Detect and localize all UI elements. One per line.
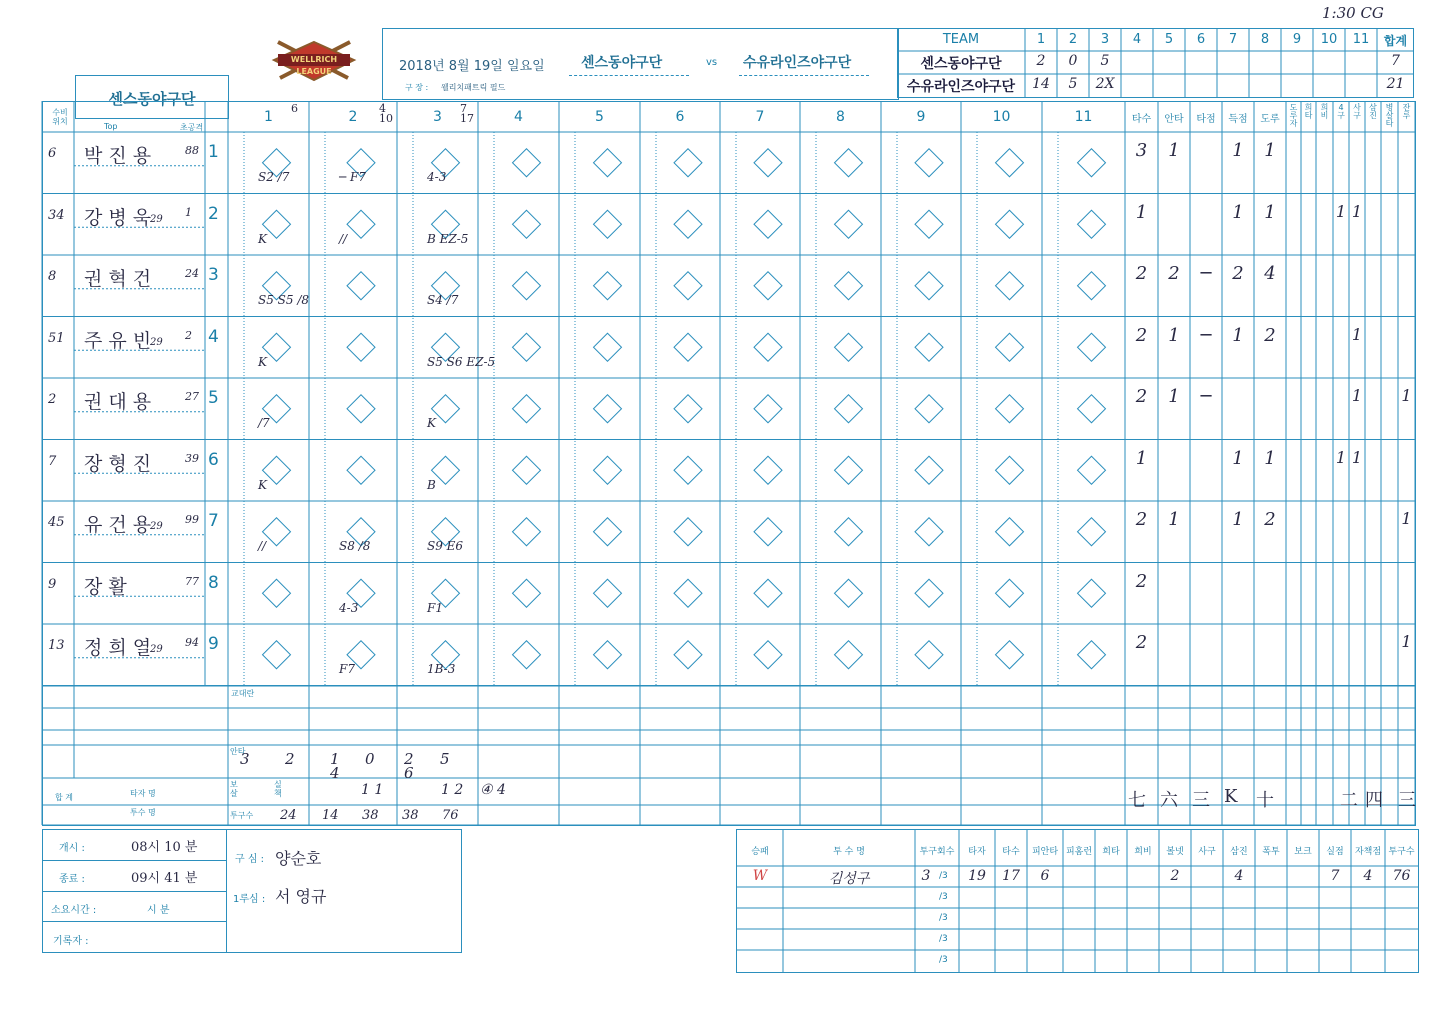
pitching-outs: /3 — [939, 913, 948, 923]
pitching-cell: W — [752, 868, 768, 884]
inning-hits: 0 — [365, 750, 375, 768]
player-name: 주 유 빈 — [84, 329, 152, 352]
ump-label: 구 심 : — [235, 854, 265, 865]
stat-total: 三 — [1398, 790, 1416, 811]
batting-order: 7 — [208, 511, 219, 531]
stat-total: 二 — [1340, 790, 1358, 811]
duration-label: 소요시간 : — [51, 905, 97, 916]
extra-stat-header: 희 타 — [1304, 103, 1313, 120]
inning-header-11: 11 — [1074, 109, 1093, 125]
player-extra-stat: 1 — [1335, 201, 1347, 221]
stat-total: 十 — [1256, 790, 1274, 811]
error-label: 보 살 — [230, 780, 238, 798]
play-note: K — [427, 416, 436, 430]
corner-note: 1:30 CG — [1322, 4, 1384, 22]
duration-value: 시 분 — [147, 905, 170, 916]
pitching-outs: /3 — [939, 871, 948, 881]
back-header: 초공격 — [180, 123, 204, 132]
game-date: 2018년 8월 19일 일요일 — [399, 59, 545, 74]
pitching-cell: 4 — [1363, 868, 1373, 884]
player-age: 29 — [150, 644, 163, 655]
player-stat: 2 — [1135, 324, 1148, 346]
batting-order: 6 — [208, 449, 219, 470]
player-age: 29 — [150, 213, 163, 225]
pitching-header: 피홈런 — [1065, 847, 1093, 857]
player-pos: 2 — [48, 392, 57, 407]
player-number: 2 — [185, 328, 192, 342]
pitching-header: 폭투 — [1262, 847, 1280, 857]
inning-hits: 3 — [240, 750, 250, 768]
batting-order: 8 — [208, 572, 219, 593]
inning-header-7: 7 — [755, 109, 765, 125]
player-number: 88 — [185, 144, 199, 157]
lineup-team-name: 센스동야구단 — [108, 90, 196, 108]
pitching-cell: 17 — [1002, 868, 1020, 884]
inning-header-2: 2 — [348, 109, 358, 125]
player-stat: 2 — [1264, 509, 1276, 530]
player-stat: 1 — [1264, 201, 1276, 223]
stat-total: 六 — [1160, 790, 1178, 811]
batting-order: 1 — [208, 142, 219, 162]
player-extra-stat: 1 — [1351, 447, 1363, 467]
player-extra-stat: 1 — [1401, 386, 1412, 405]
stat-total: 三 — [1192, 790, 1210, 811]
player-extra-stat: 1 — [1351, 201, 1363, 221]
scoreboard-inning-8: 8 — [1260, 32, 1270, 47]
player-stat: 1 — [1264, 140, 1276, 161]
scoreboard-score: 2X — [1095, 76, 1115, 92]
inning-mark: 4 10 — [379, 102, 393, 125]
pitching-header: 타수 — [1002, 847, 1020, 857]
player-pos: 9 — [48, 576, 57, 592]
player-stat: 1 — [1232, 324, 1244, 346]
stat-total: K — [1224, 786, 1238, 807]
team-header: TEAM — [942, 32, 980, 47]
pitching-cell: 3 — [921, 868, 931, 884]
player-pos: 51 — [48, 330, 65, 346]
inning-pitches: 76 — [442, 808, 459, 823]
extra-stat-header: 희 비 — [1320, 103, 1329, 120]
inning-hits: 2 6 — [404, 750, 414, 782]
player-stat: 2 — [1168, 263, 1180, 284]
player-name: 박 진 용 — [84, 145, 152, 167]
play-note: 4-3 — [339, 600, 359, 615]
player-stat: 1 — [1135, 447, 1148, 469]
play-note: ─ F7 — [339, 170, 366, 184]
venue-name: 웰리치패트릭 필드 — [441, 83, 506, 92]
player-name: 권 대 용 — [84, 391, 152, 413]
pitching-header: 타자 — [968, 847, 986, 857]
extra-stat-header: 잔 루 — [1402, 103, 1411, 120]
home-total: 7 — [1391, 53, 1400, 69]
player-number: 27 — [185, 390, 199, 403]
vs-label: vs — [706, 57, 718, 68]
pitch-label: 투구수 — [230, 811, 254, 820]
play-note: F1 — [427, 600, 443, 615]
totals-pitcher-label: 투수 명 — [130, 808, 156, 817]
scorer-label: 기록자 : — [53, 936, 89, 947]
pos-header: 수비 위치 — [52, 108, 68, 126]
inning-header-8: 8 — [836, 109, 845, 125]
scoreboard-inning-2: 2 — [1068, 32, 1078, 47]
player-extra-stat: 1 — [1335, 447, 1347, 467]
player-extra-stat: 1 — [1351, 324, 1363, 344]
pitching-header: 자책점 — [1354, 847, 1382, 857]
player-stat: 2 — [1232, 263, 1244, 284]
play-note: K — [258, 231, 267, 246]
player-number: 24 — [185, 267, 199, 280]
extra-stat-header: 사 구 — [1353, 103, 1361, 120]
player-extra-stat: 1 — [1401, 632, 1412, 651]
play-note: 4-3 — [427, 170, 447, 184]
player-extra-stat: 1 — [1401, 509, 1412, 528]
play-note: /7 — [258, 416, 270, 430]
away-team-name: 수유라인즈야구단 — [743, 55, 852, 71]
player-name: 유 건 용 — [84, 514, 152, 536]
extra-stat-header: 4 구 — [1337, 103, 1345, 120]
sub-label: 교대란 — [231, 689, 255, 698]
player-stat: 4 — [1264, 263, 1276, 284]
end-label: 종료 : — [59, 874, 85, 885]
inning-header-5: 5 — [595, 109, 604, 125]
pitching-header: 볼넷 — [1166, 847, 1184, 857]
play-note: F7 — [339, 662, 355, 676]
stat-header: 도루 — [1260, 114, 1280, 125]
player-stat: ─ — [1200, 324, 1212, 346]
player-pos: 34 — [48, 207, 65, 223]
player-stat: ─ — [1200, 263, 1212, 284]
play-note: S5 S6 EZ-5 — [427, 354, 496, 369]
pitching-outs: /3 — [939, 955, 948, 965]
stat-header: 득점 — [1228, 114, 1248, 125]
inning-pitches: 38 — [362, 808, 379, 823]
inning-header-3: 3 — [433, 109, 442, 125]
scoreboard-inning-7: 7 — [1228, 32, 1238, 47]
inning-mark: 7 17 — [460, 102, 474, 125]
inning-mark: 6 — [291, 102, 298, 115]
hits-label: 안타 — [230, 747, 246, 756]
player-stat: 1 — [1168, 509, 1180, 530]
pitching-cell: 4 — [1234, 868, 1244, 884]
pitching-outs: /3 — [939, 934, 948, 944]
play-note: S8 /8 — [339, 539, 371, 553]
first-base-ump-name: 서 영규 — [275, 887, 327, 906]
player-pos: 8 — [48, 269, 57, 284]
inning-errors: ④ 4 — [480, 782, 506, 798]
play-note: S9 E6 — [427, 539, 464, 553]
player-extra-stat: 1 — [1351, 386, 1363, 405]
scoreboard-inning-4: 4 — [1132, 32, 1142, 47]
player-name: 강 병 욱 — [84, 206, 152, 229]
player-stat: 2 — [1135, 263, 1148, 284]
stat-total: 四 — [1365, 790, 1383, 811]
stat-header: 안타 — [1164, 114, 1184, 125]
play-note: B EZ-5 — [427, 231, 469, 246]
totals-batter-label: 타자 명 — [130, 789, 156, 798]
player-stat: 2 — [1135, 570, 1148, 592]
pitching-header: 보크 — [1294, 847, 1312, 857]
batting-order: 4 — [208, 326, 219, 347]
inning-header-10: 10 — [992, 109, 1011, 125]
inning-hits: 2 — [285, 750, 295, 768]
player-stat: 3 — [1135, 140, 1148, 161]
pitching-cell: 7 — [1330, 868, 1340, 884]
scoreboard-inning-11: 11 — [1352, 32, 1370, 47]
player-stat: 1 — [1232, 447, 1244, 469]
pitching-cell: 김성구 — [828, 871, 870, 887]
pitching-header: 피안타 — [1031, 847, 1059, 857]
inning-hits: 5 — [440, 750, 450, 768]
stat-total: 七 — [1128, 790, 1146, 811]
player-stat: 1 — [1168, 324, 1180, 346]
scoreboard-score: 14 — [1032, 76, 1050, 92]
player-number: 77 — [185, 574, 199, 588]
inning-header-4: 4 — [514, 109, 523, 125]
batting-order: 9 — [208, 634, 219, 654]
player-number: 39 — [185, 451, 199, 465]
inning-errors: 1 1 — [361, 782, 384, 798]
scoreboard-score: 5 — [1068, 76, 1078, 92]
inning-header-6: 6 — [675, 109, 685, 125]
player-age: 29 — [150, 521, 163, 532]
play-note: 1B-3 — [427, 662, 456, 676]
inning-pitches: 14 — [322, 808, 339, 823]
pitching-cell: 6 — [1040, 868, 1050, 884]
pitching-header: 투구회수 — [919, 847, 955, 857]
pitching-header: 투 수 명 — [833, 847, 865, 857]
pitching-header: 희타 — [1102, 847, 1120, 857]
play-note: K — [258, 477, 267, 492]
pitching-cell: 19 — [968, 868, 986, 884]
scoreboard-score: 0 — [1068, 53, 1078, 69]
player-stat: 1 — [1232, 140, 1244, 161]
player-pos: 13 — [48, 638, 65, 653]
scoreboard-inning-5: 5 — [1164, 32, 1174, 47]
player-pos: 45 — [48, 515, 65, 530]
pitching-table — [736, 829, 1419, 973]
pitching-header: 삼진 — [1230, 847, 1248, 857]
pitching-cell: 2 — [1170, 868, 1180, 884]
player-stat: 2 — [1264, 324, 1276, 346]
player-name: 장 활 — [84, 575, 127, 598]
play-note: // — [339, 231, 348, 246]
total-header: 합계 — [1383, 34, 1408, 48]
first-base-ump-label: 1루심 : — [233, 894, 266, 905]
batting-order: 5 — [208, 388, 219, 408]
scoreboard-inning-10: 10 — [1320, 32, 1338, 47]
extra-stat-header: 삼 진 — [1369, 103, 1377, 120]
scoreboard-inning-6: 6 — [1196, 32, 1206, 47]
inning-pitches: 38 — [402, 808, 419, 823]
top-header: Top — [104, 122, 118, 131]
player-age: 29 — [150, 336, 163, 348]
pitching-outs: /3 — [939, 892, 948, 902]
play-note: // — [258, 539, 267, 553]
logo-text: WELLRICH LEAGUE — [290, 55, 338, 76]
player-pos: 6 — [48, 146, 57, 161]
scoreboard-inning-1: 1 — [1036, 32, 1046, 47]
end-time: 09시 41 분 — [131, 871, 198, 886]
pitching-cell: 76 — [1392, 868, 1411, 884]
pitching-header: 승패 — [751, 847, 769, 857]
home-score-team: 센스동야구단 — [920, 56, 1002, 72]
away-total: 21 — [1386, 76, 1405, 92]
player-stat: 1 — [1232, 201, 1244, 223]
player-stat: 2 — [1135, 632, 1148, 653]
play-note: K — [258, 354, 267, 369]
player-number: 1 — [185, 205, 192, 219]
batting-order: 2 — [208, 203, 219, 224]
inning-errors: 1 2 — [441, 782, 464, 798]
ump-name: 양순호 — [275, 849, 322, 868]
play-note: S4 /7 — [427, 293, 459, 307]
away-score-team: 수유라인즈야구단 — [906, 79, 1016, 95]
player-stat: 1 — [1168, 140, 1180, 161]
player-name: 권 혁 건 — [84, 268, 152, 290]
player-name: 정 희 열 — [84, 637, 152, 659]
inning-pitches: 24 — [280, 808, 297, 823]
inning-hits: 1 4 — [330, 750, 340, 782]
extra-stat-header: 병 살 타 — [1385, 103, 1394, 128]
player-stat: 2 — [1135, 509, 1148, 530]
inning-header-9: 9 — [916, 109, 926, 125]
player-stat: 1 — [1135, 201, 1148, 223]
player-number: 99 — [185, 513, 199, 526]
error2-label: 실 책 — [274, 780, 282, 798]
play-note: S5 S5 /8 — [258, 293, 310, 307]
player-stat: 1 — [1168, 386, 1180, 407]
player-name: 장 형 진 — [84, 452, 152, 475]
player-stat: 1 — [1264, 447, 1276, 469]
player-stat: 1 — [1232, 509, 1244, 530]
stat-header: 타점 — [1196, 114, 1216, 125]
scoreboard-score: 5 — [1100, 53, 1110, 69]
player-pos: 7 — [48, 453, 57, 469]
scoreboard-score: 2 — [1036, 53, 1046, 69]
player-stat: 2 — [1135, 386, 1148, 407]
player-stat: ─ — [1200, 386, 1212, 407]
start-time: 08시 10 분 — [131, 840, 198, 855]
totals-label: 합 계 — [55, 793, 73, 802]
game-info-box — [42, 829, 462, 953]
stat-header: 타수 — [1131, 114, 1152, 125]
player-number: 94 — [185, 636, 199, 649]
start-label: 개시 : — [59, 843, 85, 854]
venue-label: 구 장 : — [405, 83, 429, 92]
pitching-header: 희비 — [1134, 847, 1152, 857]
play-note: S2 /7 — [258, 170, 290, 184]
play-note: B — [427, 477, 436, 492]
pitching-header: 투구수 — [1388, 847, 1415, 857]
scoreboard-inning-9: 9 — [1292, 32, 1302, 47]
batting-order: 3 — [208, 265, 219, 285]
inning-header-1: 1 — [264, 109, 273, 125]
home-team-name: 센스동야구단 — [581, 55, 663, 71]
extra-stat-header: 도 루 자 — [1289, 103, 1298, 128]
pitching-header: 실점 — [1326, 847, 1344, 857]
scoreboard-inning-3: 3 — [1100, 32, 1110, 47]
pitching-header: 사구 — [1198, 847, 1216, 857]
